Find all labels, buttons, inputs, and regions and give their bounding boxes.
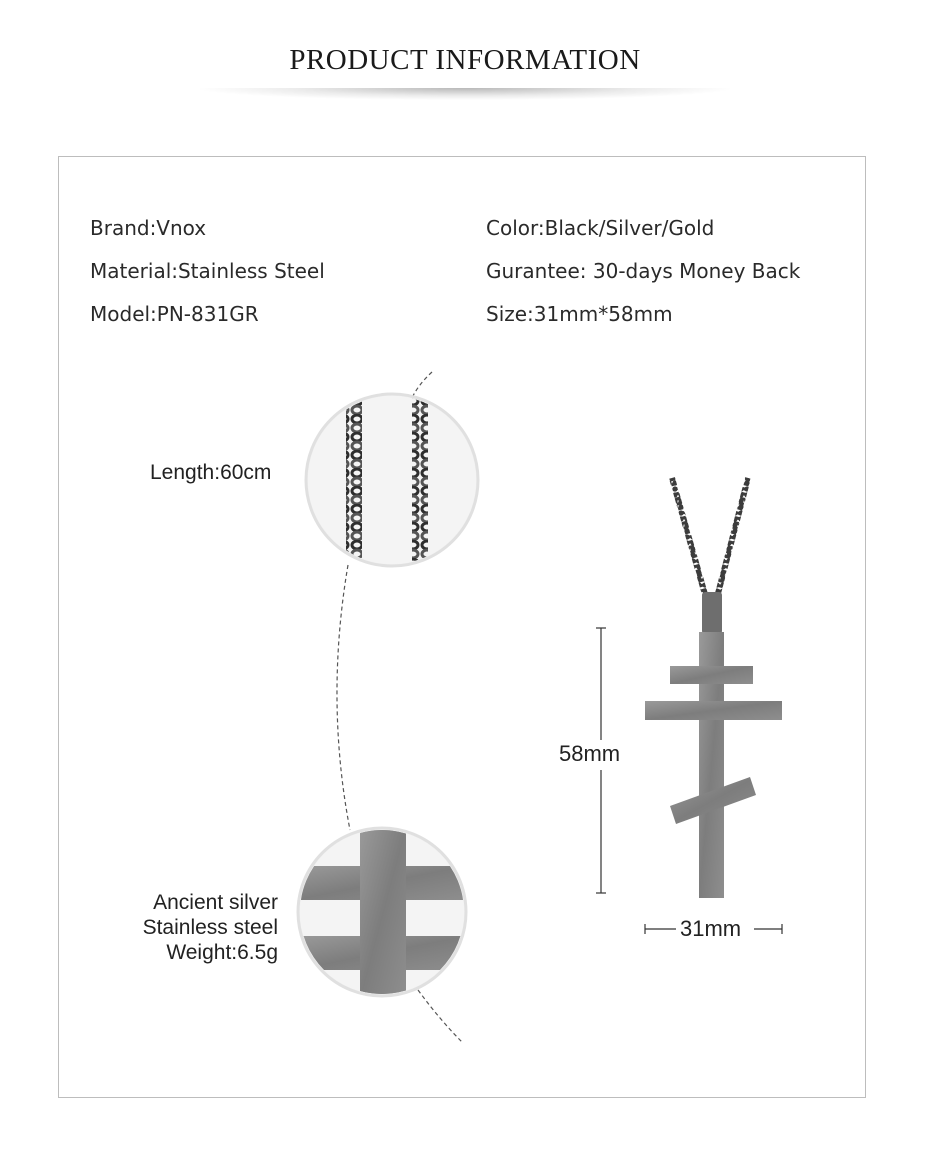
spec-size: Size:31mm*58mm <box>486 302 673 326</box>
spec-model: Model:PN-831GR <box>90 302 259 326</box>
length-callout: Length:60cm <box>150 461 272 484</box>
finish-callout-line1: Ancient silver <box>153 891 278 914</box>
spec-brand: Brand:Vnox <box>90 216 207 240</box>
width-dimension-label: 31mm <box>680 916 742 941</box>
pendant-cross <box>645 478 782 898</box>
height-dimension-label: 58mm <box>559 741 621 766</box>
spec-material: Material:Stainless Steel <box>90 259 325 283</box>
connector-bottom-dash <box>418 990 462 1042</box>
cross-zoom-circle <box>296 826 468 998</box>
connector-long-dash <box>337 565 350 830</box>
spec-color: Color:Black/Silver/Gold <box>486 216 715 240</box>
page-title: PRODUCT INFORMATION <box>289 44 641 76</box>
weight-callout: Weight:6.5g <box>166 941 278 964</box>
finish-callout-line2: Stainless steel <box>142 916 278 939</box>
spec-guarantee: Gurantee: 30-days Money Back <box>486 259 801 283</box>
connector-top-dash <box>412 372 432 398</box>
chain-zoom-circle <box>300 390 484 570</box>
